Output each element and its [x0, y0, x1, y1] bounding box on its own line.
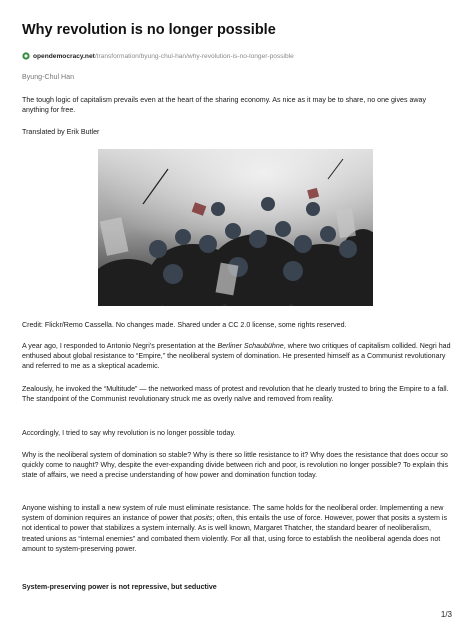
standfirst: The tough logic of capitalism prevails even at the heart of the sharing economy. As nice as it may be to share, no one gives away anything for free.	[22, 96, 427, 115]
protest-photo	[98, 149, 373, 306]
image-caption: Credit: Flickr/Remo Cassella. No changes made. Shared under a CC 2.0 license, some rights reserved.	[22, 321, 347, 329]
paragraph-1: A year ago, I responded to Antonio Negri’s presentation at the Berliner Schaubühne, where two critiques of capitalism collided. Negri had enthused about global resistance to “Empire,” the neoliberal system of domination. He presented himself as a Communist revolutionary and referred to me as a skeptical academic.	[22, 342, 451, 371]
source-path[interactable]: /transformation/byung-chul-han/why-revolution-is-no-longer-possible	[94, 52, 294, 60]
paragraph-3: Accordingly, I tried to say why revolution is no longer possible today.	[22, 429, 236, 437]
source-line	[22, 52, 462, 60]
emphasis-posits: posits	[193, 514, 213, 523]
article-title: Why revolution is no longer possible	[22, 22, 276, 38]
section-subheading: System-preserving power is not repressive, but seductive	[22, 583, 217, 591]
paragraph-5: Anyone wishing to install a new system of rule must eliminate resistance. The same holds for the neoliberal order. Implementing a new system of dominion requires an instance of power that posits; often, this entails the use of force. However, power that posits a system is not identical to power that stabilizes a system internally. As is well known, Margaret Thatcher, the standard bearer of neoliberalism, treated unions as “internal enemies” and combated them violently. For all that, using force to establish the neoliberal agenda does not amount to system-preserving power.	[22, 504, 448, 553]
translator-credit: Translated by Erik Butler	[22, 128, 100, 136]
author-name: Byung-Chul Han	[22, 73, 75, 81]
paragraph-2: Zealously, he invoked the “Multitude” — the networked mass of protest and revolution that he clearly trusted to bring the Empire to a fall. The standpoint of the Communist revolutionary struck me as overly naïve and removed from reality.	[22, 385, 449, 404]
source-domain[interactable]: opendemocracy.net	[33, 52, 95, 60]
publication-name: Berliner Schaubühne	[217, 342, 284, 350]
page-number: 1/3	[440, 610, 452, 619]
opendemocracy-favicon-icon	[22, 52, 30, 60]
paragraph-4: Why is the neoliberal system of domination so stable? Why is there so little resistance to it? Why does the resistance that does occur so quickly come to naught? Why, despite the ever-expanding divide between rich and poor, is revolution no longer possible? To explain this state of affairs, we need a precise understanding of how power and domination function today.	[22, 451, 449, 480]
